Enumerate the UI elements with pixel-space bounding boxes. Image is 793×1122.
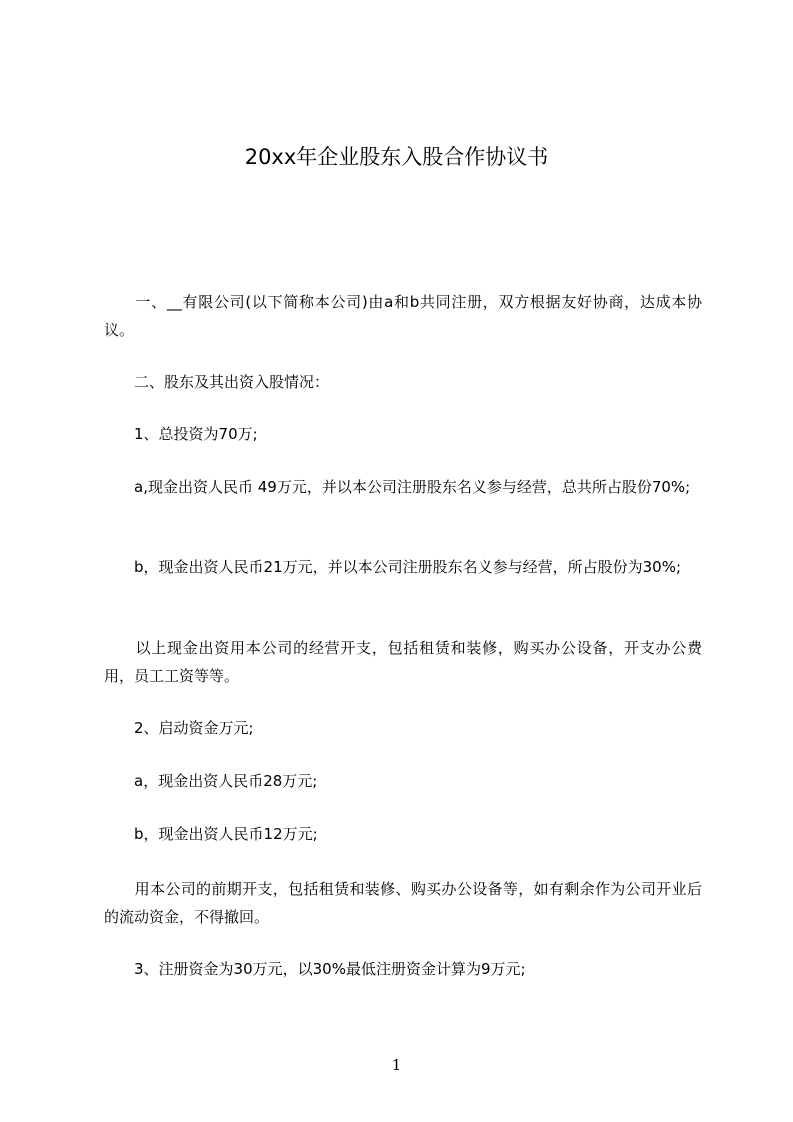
document-title: 20xx年企业股东入股合作协议书 xyxy=(244,145,549,169)
paragraph-intro: 一、__有限公司(以下简称本公司)由a和b共同注册，双方根据友好协商，达成本协议。 xyxy=(104,293,702,339)
paragraph-total-investment: 1、总投资为70万; xyxy=(104,425,258,443)
paragraph-shareholder-a: a,现金出资人民币 49万元，并以本公司注册股东名义参与经营，总共所占股份70%; xyxy=(104,478,691,496)
paragraph-early-expenses: 用本公司的前期开支，包括租赁和装修、购买办公设备等，如有剩余作为公司开业后的流动资金，不得撤回。 xyxy=(104,880,702,926)
paragraph-startup-a: a，现金出资人民币28万元; xyxy=(104,772,318,790)
paragraph-registered-capital: 3、注册资金为30万元，以30%最低注册资金计算为9万元; xyxy=(104,960,526,978)
paragraph-section-2-heading: 二、股东及其出资入股情况： xyxy=(104,373,330,391)
paragraph-startup-b: b，现金出资人民币12万元; xyxy=(104,825,318,843)
page-number: 1 xyxy=(391,1056,402,1074)
paragraph-startup-capital: 2、启动资金万元; xyxy=(104,719,254,737)
paragraph-cash-usage: 以上现金出资用本公司的经营开支，包括租赁和装修，购买办公设备，开支办公费用，员工工资等等。 xyxy=(104,639,702,685)
paragraph-shareholder-b: b，现金出资人民币21万元，并以本公司注册股东名义参与经营，所占股份为30%; xyxy=(104,558,682,576)
